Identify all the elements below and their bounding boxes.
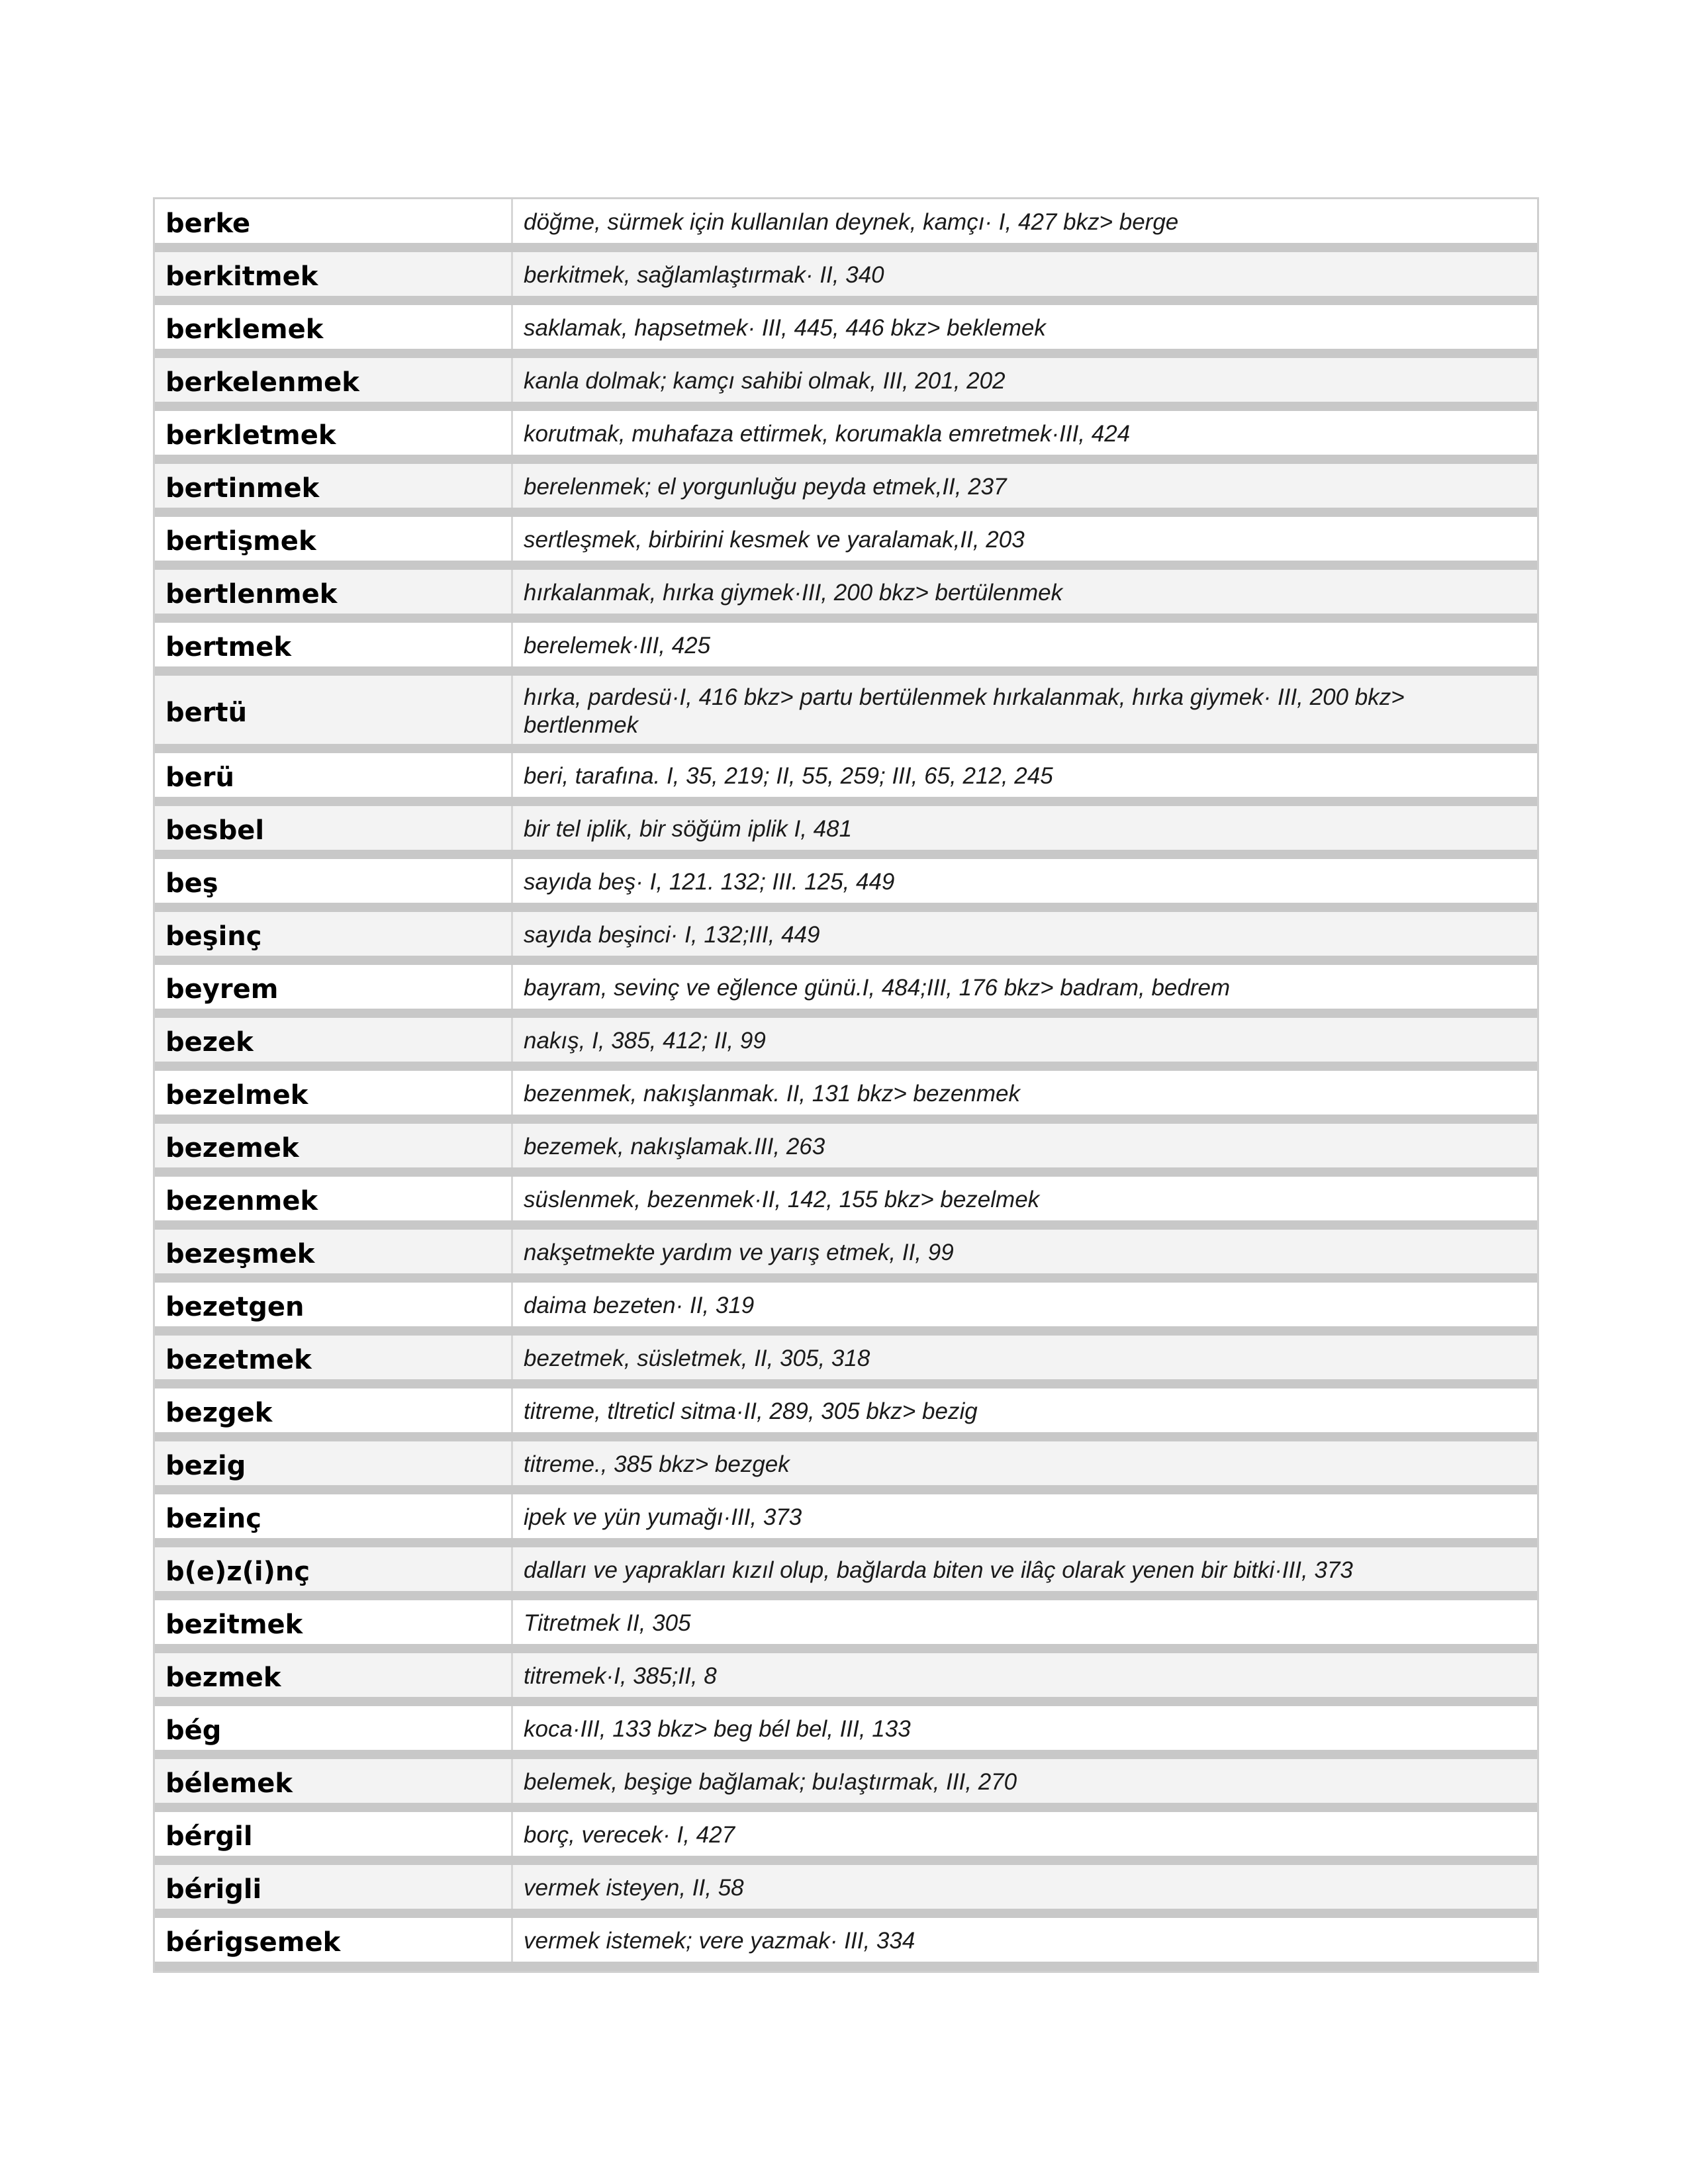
- table-row: [155, 305, 1537, 358]
- definition-cell: daima bezeten· II, 319: [524, 1293, 755, 1318]
- definition-cell: sayıda beş· I, 121. 132; III. 125, 449: [524, 869, 895, 895]
- term-cell: bég: [155, 1706, 513, 1750]
- table-row: [155, 1388, 1537, 1441]
- term-cell: beşinç: [155, 912, 513, 956]
- term-cell: bezeşmek: [155, 1230, 513, 1273]
- table-row: [155, 1018, 1537, 1071]
- definition-cell: hırka, pardesü·I, 416 bkz> partu bertülenmek hırkalanmak, hırka giymek· III, 200 bkz> bertlenmek: [524, 684, 1405, 738]
- table-row: [155, 517, 1537, 570]
- term-cell: b(e)z(i)nç: [155, 1547, 513, 1591]
- definition-cell: süslenmek, bezenmek·II, 142, 155 bkz> bezelmek: [524, 1187, 1040, 1212]
- table-row: [155, 1706, 1537, 1759]
- term-cell: bezitmek: [155, 1600, 513, 1644]
- table-row: [155, 806, 1537, 859]
- term-cell: berkelenmek: [155, 358, 513, 402]
- table-row: [155, 1177, 1537, 1230]
- table-row: [155, 1336, 1537, 1388]
- term-cell: bertmek: [155, 623, 513, 666]
- term-cell: bezelmek: [155, 1071, 513, 1115]
- term-cell: bérigsemek: [155, 1918, 513, 1962]
- table-row: [155, 1441, 1537, 1494]
- table-row: [155, 1600, 1537, 1653]
- definition-cell: titremek·I, 385;II, 8: [524, 1663, 717, 1689]
- term-cell: besbel: [155, 806, 513, 850]
- definition-cell: bayram, sevinç ve eğlence günü.I, 484;III, 176 bkz> badram, bedrem: [524, 975, 1231, 1001]
- term-cell: beş: [155, 859, 513, 903]
- term-cell: berklemek: [155, 305, 513, 349]
- definition-cell: berkitmek, sağlamlaştırmak· II, 340: [524, 262, 884, 288]
- definition-cell: koca·III, 133 bkz> beg bél bel, III, 133: [524, 1716, 911, 1742]
- table-row: [155, 676, 1537, 753]
- definition-cell: bezemek, nakışlamak.III, 263: [524, 1134, 825, 1160]
- definition-cell: borç, verecek· I, 427: [524, 1822, 735, 1848]
- term-cell: bélemek: [155, 1759, 513, 1803]
- definition-cell: sertleşmek, birbirini kesmek ve yaralamak,II, 203: [524, 527, 1025, 553]
- table-row: [155, 1283, 1537, 1336]
- term-cell: bezmek: [155, 1653, 513, 1697]
- definition-cell: sayıda beşinci· I, 132;III, 449: [524, 922, 820, 948]
- glossary-table: [153, 197, 1539, 1973]
- definition-cell: berelenmek; el yorgunluğu peyda etmek,II, 237: [524, 474, 1007, 500]
- term-cell: bertinmek: [155, 464, 513, 508]
- table-row: [155, 753, 1537, 806]
- definition-cell: nakış, I, 385, 412; II, 99: [524, 1028, 766, 1054]
- term-cell: berke: [155, 199, 513, 243]
- definition-cell: korutmak, muhafaza ettirmek, korumakla emretmek·III, 424: [524, 421, 1131, 447]
- term-cell: bertişmek: [155, 517, 513, 561]
- table-row: [155, 1653, 1537, 1706]
- table-row: [155, 570, 1537, 623]
- term-cell: bezenmek: [155, 1177, 513, 1220]
- definition-cell: vermek isteyen, II, 58: [524, 1875, 744, 1901]
- definition-cell: dalları ve yaprakları kızıl olup, bağlarda biten ve ilâç olarak yenen bir bitki·III, 373: [524, 1557, 1353, 1583]
- table-row: [155, 1494, 1537, 1547]
- definition-cell: beri, tarafına. I, 35, 219; II, 55, 259; III, 65, 212, 245: [524, 763, 1053, 789]
- term-cell: bérigli: [155, 1865, 513, 1909]
- term-cell: bezek: [155, 1018, 513, 1062]
- table-row: [155, 1918, 1537, 1971]
- definition-cell: bezenmek, nakışlanmak. II, 131 bkz> bezenmek: [524, 1081, 1020, 1107]
- table-row: [155, 358, 1537, 411]
- term-cell: bezinç: [155, 1494, 513, 1538]
- table-row: [155, 1071, 1537, 1124]
- table-row: [155, 1124, 1537, 1177]
- term-cell: bérgil: [155, 1812, 513, 1856]
- definition-cell: döğme, sürmek için kullanılan deynek, kamçı· I, 427 bkz> berge: [524, 209, 1179, 235]
- definition-cell: kanla dolmak; kamçı sahibi olmak, III, 201, 202: [524, 368, 1006, 394]
- term-cell: berü: [155, 753, 513, 797]
- definition-cell: berelemek·III, 425: [524, 633, 711, 659]
- table-row: [155, 1759, 1537, 1812]
- definition-cell: saklamak, hapsetmek· III, 445, 446 bkz> beklemek: [524, 315, 1046, 341]
- term-cell: berkletmek: [155, 411, 513, 455]
- table-row: [155, 1230, 1537, 1283]
- definition-cell: belemek, beşige bağlamak; bu!aştırmak, III, 270: [524, 1769, 1017, 1795]
- term-cell: bertlenmek: [155, 570, 513, 614]
- term-cell: bezemek: [155, 1124, 513, 1167]
- table-row: [155, 1547, 1537, 1600]
- table-row: [155, 411, 1537, 464]
- table-row: [155, 623, 1537, 676]
- term-cell: bezetmek: [155, 1336, 513, 1379]
- table-row: [155, 252, 1537, 305]
- table-row: [155, 1812, 1537, 1865]
- table-row: [155, 965, 1537, 1018]
- term-cell: bezig: [155, 1441, 513, 1485]
- term-cell: beyrem: [155, 965, 513, 1009]
- term-cell: berkitmek: [155, 252, 513, 296]
- definition-cell: Titretmek II, 305: [524, 1610, 691, 1636]
- term-cell: bezetgen: [155, 1283, 513, 1326]
- table-row: [155, 859, 1537, 912]
- definition-cell: vermek istemek; vere yazmak· III, 334: [524, 1928, 915, 1954]
- definition-cell: titreme, tltreticl sitma·II, 289, 305 bkz> bezig: [524, 1398, 978, 1424]
- definition-cell: hırkalanmak, hırka giymek·III, 200 bkz> bertülenmek: [524, 580, 1063, 606]
- definition-cell: bir tel iplik, bir söğüm iplik I, 481: [524, 816, 853, 842]
- definition-cell: bezetmek, süsletmek, II, 305, 318: [524, 1345, 870, 1371]
- term-cell: bertü: [155, 676, 513, 744]
- table-row: [155, 912, 1537, 965]
- definition-cell: nakşetmekte yardım ve yarış etmek, II, 99: [524, 1240, 954, 1265]
- table-row: [155, 199, 1537, 252]
- table-row: [155, 464, 1537, 517]
- term-cell: bezgek: [155, 1388, 513, 1432]
- table-row: [155, 1865, 1537, 1918]
- definition-cell: titreme., 385 bkz> bezgek: [524, 1451, 790, 1477]
- definition-cell: ipek ve yün yumağı·III, 373: [524, 1504, 802, 1530]
